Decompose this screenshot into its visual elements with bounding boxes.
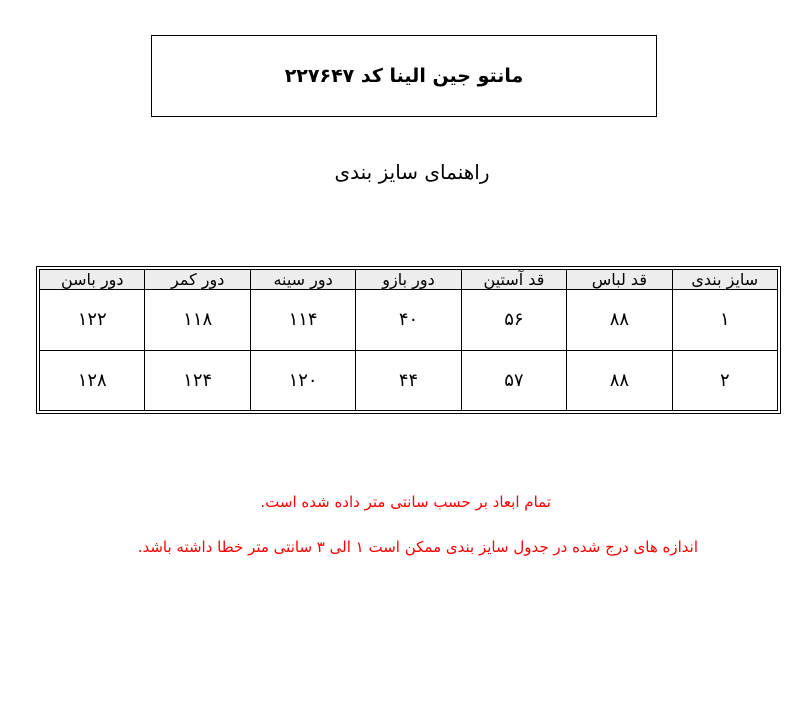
table-cell: ۱۱۸ [145,290,250,351]
table-header-row [40,270,778,290]
table-cell: ۱۲۸ [40,350,145,411]
table-cell: ۴۰ [356,290,461,351]
table-cell: ۸۸ [567,350,672,411]
note-tolerance: اندازه های درج شده در جدول سایز بندی ممکن است ۱ الی ۳ سانتی متر خطا داشته باشد. [137,538,698,556]
header-waist-circumference: دور کمر [145,270,250,290]
table-cell: ۱۲۴ [145,350,250,411]
size-table [39,269,778,411]
table-row [40,350,778,411]
size-table-frame [36,266,781,414]
table-row [40,290,778,351]
note-units: تمام ابعاد بر حسب سانتی متر داده شده است. [260,493,551,511]
table-cell: ۵۷ [461,350,566,411]
page-title: مانتو جین الینا کد ۲۲۷۶۴۷ [284,65,524,87]
table-cell: ۱ [672,290,777,351]
header-chest-circumference: دور سینه [250,270,355,290]
header-arm-circumference: دور بازو [356,270,461,290]
table-cell: ۱۲۰ [250,350,355,411]
title-box [151,35,657,117]
header-sleeve-length: قد آستین [461,270,566,290]
table-cell: ۴۴ [356,350,461,411]
table-cell: ۱۲۲ [40,290,145,351]
header-garment-length: قد لباس [567,270,672,290]
header-size: سایز بندی [672,270,777,290]
table-cell: ۸۸ [567,290,672,351]
header-hip-circumference: دور باسن [40,270,145,290]
table-cell: ۱۱۴ [250,290,355,351]
table-cell: ۵۶ [461,290,566,351]
size-guide-subtitle: راهنمای سایز بندی [334,160,490,184]
table-cell: ۲ [672,350,777,411]
